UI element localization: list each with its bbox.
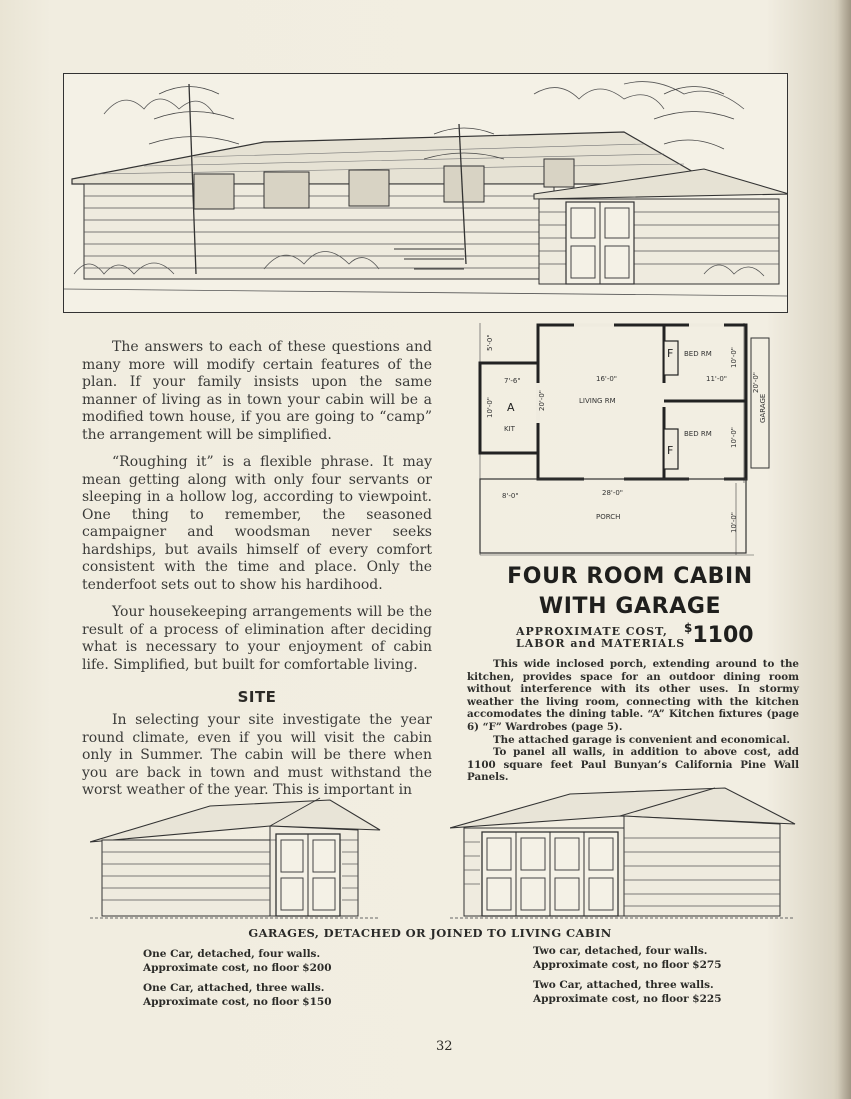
two-car-garage-illustration: [450, 782, 800, 920]
dim-bed-width: 11'-0": [706, 375, 728, 383]
price-currency: $: [684, 621, 693, 635]
cabin-illustration: [63, 73, 788, 313]
site-heading: SITE: [237, 688, 277, 706]
garage-option: One Car, detached, four walls. Approximate cost, no floor $200: [143, 948, 332, 974]
dim-porch-left: 8'-0": [502, 492, 519, 500]
plan-label-living: LIVING RM: [579, 397, 616, 405]
garage-option-list-left: [143, 947, 403, 1009]
product-description: [467, 658, 799, 784]
floor-plan-svg: [474, 323, 774, 559]
cost-label-line-1: APPROXIMATE COST,: [516, 625, 668, 638]
plan-label-bed-bottom: BED RM: [684, 430, 712, 438]
garage-option: Two Car, attached, three walls. Approximate cost, no floor $225: [533, 979, 722, 1005]
plan-label-garage: GARAGE: [759, 393, 767, 423]
price: [684, 623, 754, 648]
description-paragraph: The attached garage is convenient and economical.: [493, 733, 790, 746]
price-value: 1100: [692, 623, 754, 648]
plan-marker-f-top: F: [667, 347, 674, 360]
plan-label-porch: PORCH: [596, 513, 621, 521]
cabin-drawing-svg: [64, 74, 787, 312]
one-car-garage-illustration: [90, 790, 385, 920]
dim-porch-depth: 10'-0": [730, 511, 738, 533]
body-paragraph: The answers to each of these questions and many more will modify certain features of the plan. If your family insists upon the same manner of living as in town your cabin will be a modified town house, if you are going to “camp” the arrangement will be simplified.: [82, 339, 432, 443]
page-number: 32: [436, 1039, 453, 1054]
plan-marker-f-bottom: F: [667, 444, 674, 457]
garage-option-list-right: [533, 944, 793, 1006]
site-paragraph: In selecting your site investigate the year round climate, even if you will visit the cabin only in Summer. The cabin will be there when you are back in town and must withstand the worst weather of the year. This is important in: [82, 712, 432, 798]
plan-label-kitchen: KIT: [504, 425, 515, 433]
description-paragraph: To panel all walls, in addition to above cost, add 1100 square feet Paul Bunyan’s California Pine Wall Panels.: [467, 746, 799, 784]
dim-garage-depth: 20'-0": [752, 371, 760, 393]
description-paragraph: This wide inclosed porch, extending around to the kitchen, provides space for an outdoor dining room without interference with its other uses. In stormy weather the living room, connecting with the kitchen accomodates the dining table. “A” Kitchen fixtures (page 6) “F” Wardrobes (page 5).: [467, 658, 799, 733]
body-paragraph: “Roughing it” is a flexible phrase. It may mean getting along with only four servants or sleeping in a hollow log, according to viewpoint. One thing to remember, the seasoned campaigner and woodsman never seeks hardships, but avails himself of every comfort consistent with the time and place. Only the tenderfoot sets out to show his hardihood.: [82, 454, 432, 593]
title-line-1: FOUR ROOM CABIN: [507, 564, 753, 589]
garage-option: Two car, detached, four walls. Approximate cost, no floor $275: [533, 945, 722, 971]
product-title: [460, 562, 800, 622]
cost-block: [516, 621, 786, 654]
body-text-column: [82, 339, 432, 800]
dim-kit-top: 5'-0": [486, 334, 494, 351]
roof: [72, 132, 714, 184]
page-spine-shadow: [837, 0, 851, 1099]
cost-label-line-2: LABOR and MATERIALS: [516, 637, 686, 650]
body-paragraph: Your housekeeping arrangements will be the result of a process of elimination after deciding what is necessary to your enjoyment of cabin life. Simplified, but built for comfortable living.: [82, 604, 432, 673]
dim-kit-depth: 10'-0": [486, 396, 494, 418]
plan-marker-a: A: [507, 401, 515, 414]
plan-label-bed-top: BED RM: [684, 350, 712, 358]
dim-living-depth: 20'-0": [538, 389, 546, 411]
dim-kit-width: 7'-6": [504, 377, 521, 385]
garages-caption: GARAGES, DETACHED OR JOINED TO LIVING CABIN: [248, 926, 612, 940]
title-line-2: WITH GARAGE: [538, 594, 722, 619]
floor-plan: [474, 323, 774, 559]
dim-living-width: 16'-0": [596, 375, 618, 383]
dim-porch-width: 28'-0": [602, 489, 624, 497]
garage-option: One Car, attached, three walls. Approximate cost, no floor $150: [143, 982, 332, 1008]
dim-bed-bottom-depth: 10'-0": [730, 426, 738, 448]
dim-bed-top-depth: 10'-0": [730, 346, 738, 368]
